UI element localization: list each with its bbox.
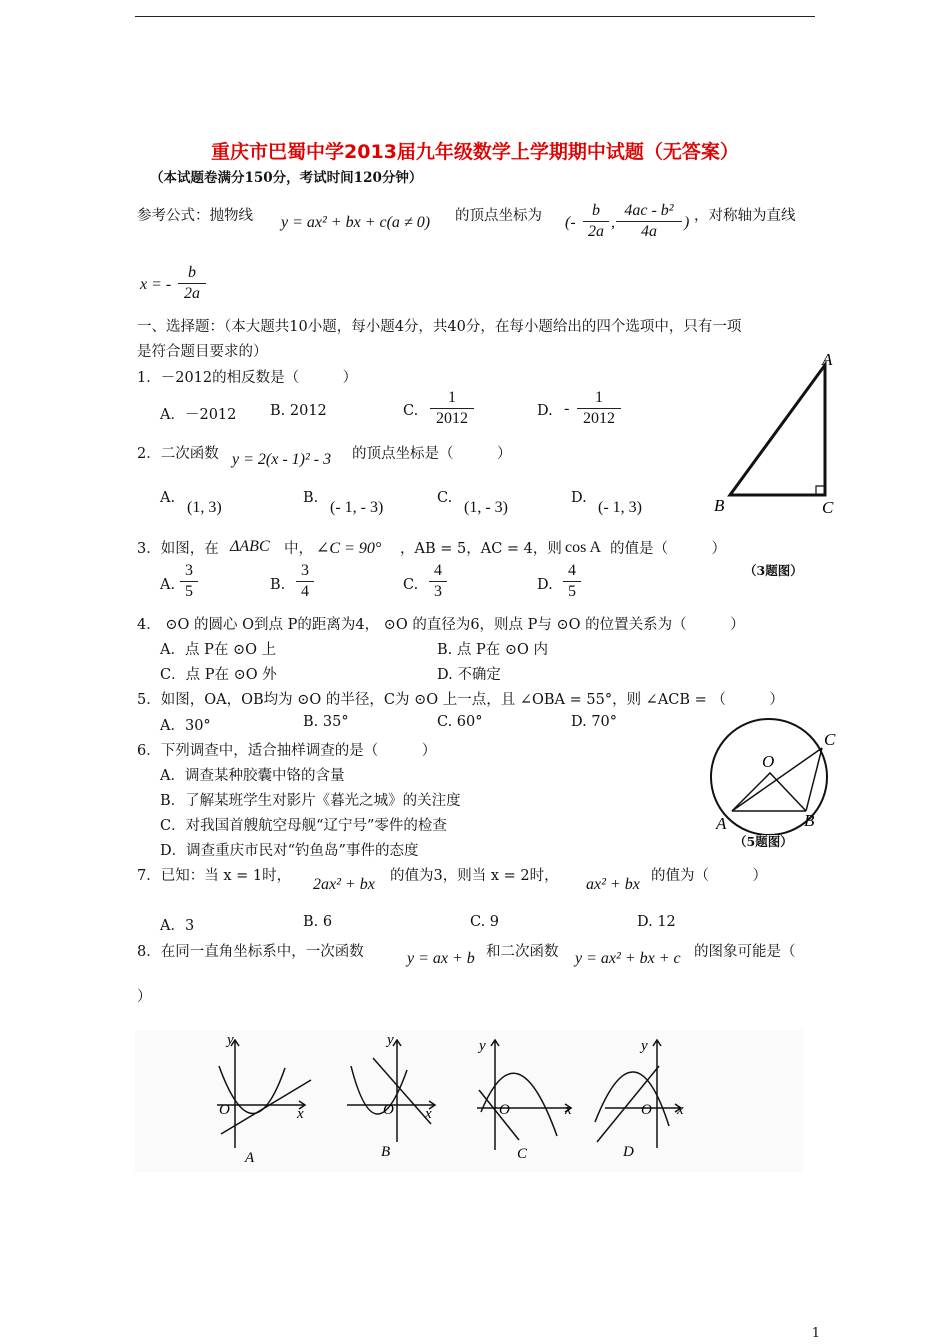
frac-denominator: 4a <box>641 223 657 240</box>
q1-stem: 1．－2012的相反数是（ ） <box>137 370 358 386</box>
formula-vertex-text: 的顶点坐标为 <box>455 208 542 224</box>
graph-c-x-label: x <box>565 1102 572 1118</box>
q1-option-d: D. <box>537 403 553 419</box>
q2-option-d: D. <box>571 490 587 506</box>
page-number: 1 <box>811 1326 820 1341</box>
graph-d-x-label: x <box>677 1102 684 1118</box>
graph-c-origin-label: O <box>499 1102 510 1118</box>
center-o-label: O <box>762 752 775 771</box>
frac-numerator: b <box>583 202 609 222</box>
q4-stem: 4． ⊙O 的圆心 O到点 P的距离为4， ⊙O 的直径为6，则点 P与 ⊙O 的位置关系为（ ） <box>137 617 745 633</box>
q6-option-a: A．调查某种胶囊中铬的含量 <box>160 768 345 784</box>
q4-option-b: B. 点 P在 ⊙O 内 <box>437 642 548 658</box>
frac-denominator: 5 <box>185 583 193 600</box>
vertex-c-label: C <box>822 498 834 517</box>
q2-option-c: C. <box>437 490 453 506</box>
graph-a-caption: A <box>245 1150 255 1166</box>
q3-option-c-frac <box>429 562 447 601</box>
frac-numerator: 1 <box>430 389 474 409</box>
frac-denominator: 3 <box>434 583 442 600</box>
point-b-label: B <box>804 811 815 830</box>
section-heading-line1: 一、选择题：（本大题共10小题，每小题4分，共40分，在每小题给出的四个选项中，只有一项 <box>137 319 742 335</box>
q3-option-a-frac <box>180 562 198 601</box>
q3-stem-d: 的值是（ ） <box>610 541 726 557</box>
triangle-abc <box>730 365 825 495</box>
point-c-label: C <box>824 730 836 749</box>
q5-option-d: D. 70° <box>571 714 618 730</box>
frac-numerator: 4 <box>563 562 581 582</box>
q3-stem-b: 中， <box>284 541 313 557</box>
formula-intro: 参考公式：抛物线 <box>137 208 253 224</box>
q3-stem-a: 3．如图，在 <box>137 541 219 557</box>
q8-stem-d: ） <box>137 989 152 1005</box>
q1-option-d-sign: - <box>564 400 570 417</box>
q7-option-c: C. 9 <box>470 914 500 930</box>
formula-parabola: y = ax² + bx + c(a ≠ 0) <box>281 214 431 231</box>
frac-denominator: 2012 <box>583 410 615 427</box>
q7-stem-c: 的值为（ ） <box>651 868 767 884</box>
formula-axis-text: ，对称轴为直线 <box>694 208 796 224</box>
q4-option-c: C．点 P在 ⊙O 外 <box>160 667 277 683</box>
q3-triangle-figure <box>708 350 843 520</box>
graph-d-caption: D <box>623 1144 634 1160</box>
header-rule <box>135 16 815 17</box>
graph-b-y-label: y <box>387 1032 394 1048</box>
q8-expression-2: y = ax² + bx + c <box>575 950 681 967</box>
q2-option-b: B. <box>303 490 319 506</box>
graph-a-y-label: y <box>227 1032 234 1048</box>
q8-stem-b: 和二次函数 <box>486 944 559 960</box>
graph-c-y-label: y <box>479 1038 486 1054</box>
q1-option-d-frac <box>577 389 621 428</box>
q7-option-b: B. 6 <box>303 914 333 930</box>
frac-numerator: 4 <box>429 562 447 582</box>
frac-numerator: b <box>178 264 206 284</box>
frac-numerator: 4ac - b² <box>616 202 682 222</box>
graph-a-x-label: x <box>297 1106 304 1122</box>
q6-stem: 6．下列调查中，适合抽样调查的是（ ） <box>137 743 437 759</box>
q7-stem-b: 的值为3，则当 x = 2时， <box>390 868 559 884</box>
q6-option-d: D．调查重庆市民对“钓鱼岛”事件的态度 <box>160 843 419 859</box>
graph-b-caption: B <box>381 1144 391 1160</box>
q3-triangle: ΔABC <box>230 538 270 555</box>
formula-axis-lhs: x = - <box>140 276 172 293</box>
q8-expression-1: y = ax + b <box>407 950 475 967</box>
formula-vertex-frac2 <box>616 202 682 241</box>
q1-option-a: A．－2012 <box>160 407 237 423</box>
graph-c-caption: C <box>517 1146 528 1162</box>
q7-option-a: A．3 <box>160 918 195 934</box>
q3-stem-c: ，AB = 5，AC = 4，则 <box>400 541 562 557</box>
formula-vertex-close: ) <box>684 214 690 231</box>
frac-denominator: 5 <box>568 583 576 600</box>
q1-option-b: B. 2012 <box>270 403 327 419</box>
q7-option-d: D. 12 <box>637 914 676 930</box>
formula-vertex-frac1 <box>583 202 609 241</box>
q2-option-a-value: (1, 3) <box>187 499 222 516</box>
q8-stem-a: 8．在同一直角坐标系中，一次函数 <box>137 944 364 960</box>
vertex-b-label: B <box>714 496 725 515</box>
q8-graph-options <box>135 1030 803 1172</box>
q2-option-d-value: (- 1, 3) <box>598 499 642 516</box>
q2-expression: y = 2(x - 1)² - 3 <box>232 451 332 468</box>
vertex-a-label: A <box>822 350 833 369</box>
q1-option-c-frac <box>430 389 474 428</box>
q3-cos: cos A <box>565 539 601 556</box>
paper-subtitle: （本试题卷满分150分，考试时间120分钟） <box>150 170 423 186</box>
q3-option-d: D. <box>537 577 553 593</box>
q7-expression-1: 2ax² + bx <box>313 876 375 893</box>
graph-b-x-label: x <box>425 1106 432 1122</box>
section-heading-line2: 是符合题目要求的） <box>137 344 268 360</box>
graph-b-origin-label: O <box>383 1102 394 1118</box>
q5-option-a: A．30° <box>160 718 211 734</box>
q3-option-a: A. <box>160 577 176 593</box>
q5-stem: 5．如图，OA，OB均为 ⊙O 的半径，C为 ⊙O 上一点，且 ∠OBA = 55°，则 ∠ACB = （ ） <box>137 692 784 708</box>
frac-denominator: 4 <box>301 583 309 600</box>
q5-figure-caption: （5题图） <box>734 834 793 849</box>
q3-option-b-frac <box>296 562 314 601</box>
graph-d-y-label: y <box>641 1038 648 1054</box>
formula-axis-frac <box>178 264 206 303</box>
formula-vertex-open: (- <box>565 214 576 231</box>
frac-numerator: 3 <box>180 562 198 582</box>
q1-option-c: C. <box>403 403 419 419</box>
q3-angle: ∠C = 90° <box>316 540 382 557</box>
q7-stem-a: 7．已知：当 x = 1时， <box>137 868 292 884</box>
graph-a-origin-label: O <box>219 1102 230 1118</box>
q2-stem-a: 2．二次函数 <box>137 446 219 462</box>
frac-denominator: 2a <box>184 285 200 302</box>
q2-stem-b: 的顶点坐标是（ ） <box>352 446 512 462</box>
q3-option-b: B. <box>270 577 286 593</box>
q5-option-c: C. 60° <box>437 714 483 730</box>
q4-option-a: A．点 P在 ⊙O 上 <box>160 642 277 658</box>
q3-figure-caption: （3题图） <box>744 563 803 578</box>
q5-option-b: B. 35° <box>303 714 349 730</box>
q2-option-b-value: (- 1, - 3) <box>330 499 384 516</box>
formula-vertex-comma: , <box>611 214 615 231</box>
frac-denominator: 2012 <box>436 410 468 427</box>
q2-option-a: A. <box>160 490 176 506</box>
q5-circle-figure <box>700 705 845 835</box>
q3-option-d-frac <box>563 562 581 601</box>
frac-numerator: 3 <box>296 562 314 582</box>
q4-option-d: D. 不确定 <box>437 667 501 683</box>
q3-option-c: C. <box>403 577 419 593</box>
radii-oa-ob <box>732 773 806 811</box>
frac-denominator: 2a <box>588 223 604 240</box>
q7-expression-2: ax² + bx <box>586 876 640 893</box>
q8-stem-c: 的图象可能是（ <box>694 944 796 960</box>
graph-d-origin-label: O <box>641 1102 652 1118</box>
q2-option-c-value: (1, - 3) <box>464 499 508 516</box>
q6-option-b: B．了解某班学生对影片《暮光之城》的关注度 <box>160 793 461 809</box>
paper-title: 重庆市巴蜀中学2013届九年级数学上学期期中试题（无答案） <box>211 141 739 163</box>
frac-numerator: 1 <box>577 389 621 409</box>
q6-option-c: C．对我国首艘航空母舰“辽宁号”零件的检查 <box>160 818 447 834</box>
point-a-label: A <box>716 814 727 833</box>
